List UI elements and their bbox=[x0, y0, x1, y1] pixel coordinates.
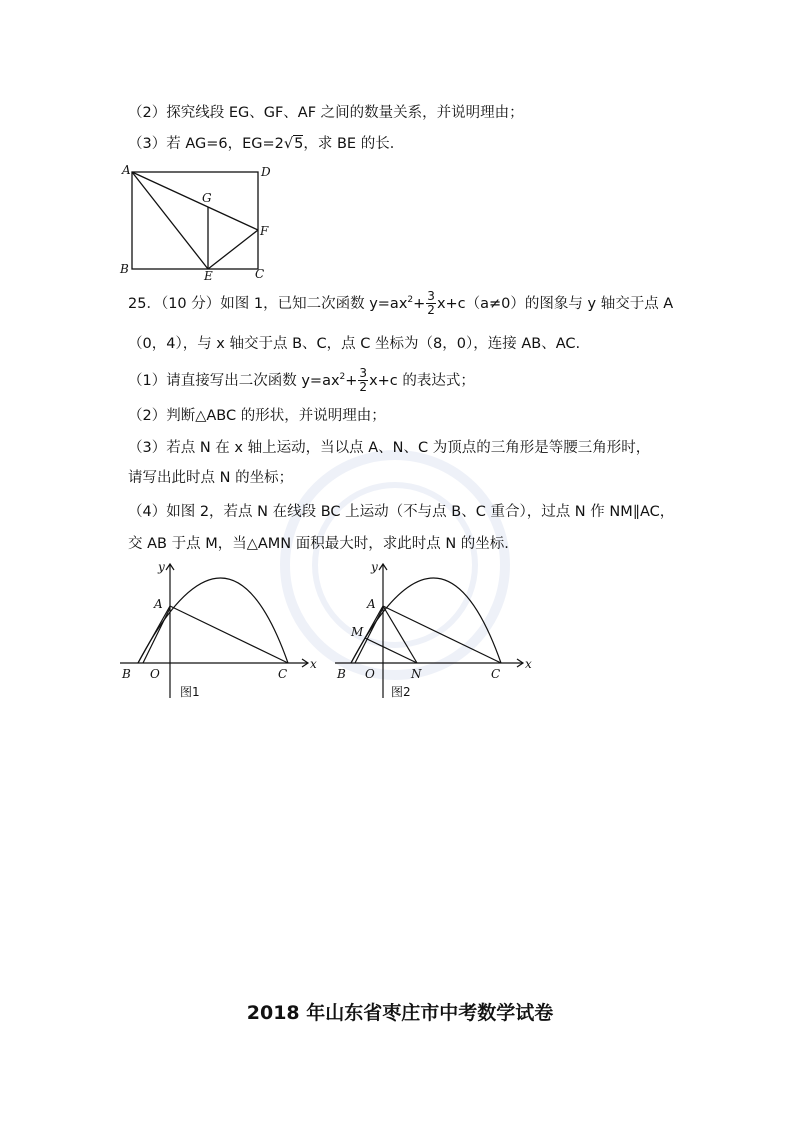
label-c: C bbox=[491, 667, 501, 681]
label-n: N bbox=[411, 667, 422, 681]
segment-ef bbox=[208, 230, 258, 269]
exam-title: 2018 年山东省枣庄市中考数学试卷 bbox=[246, 1002, 554, 1024]
p25-intro-line-2: （0，4），与 x 轴交于点 B、C，点 C 坐标为（8，0），连接 AB、AC. bbox=[128, 336, 581, 352]
label-y: y bbox=[158, 560, 165, 574]
parabola bbox=[351, 578, 501, 663]
parabola bbox=[138, 578, 288, 663]
rect-abcd bbox=[132, 172, 258, 269]
label-e: E bbox=[204, 269, 213, 280]
label-o: O bbox=[365, 667, 375, 681]
segment-ab-inner bbox=[143, 608, 170, 663]
label-m: M bbox=[351, 625, 364, 639]
label-c: C bbox=[278, 667, 288, 681]
p25-intro: 25．（10 分）如图 1，已知二次函数 $y=ax^2+$ $\frac{3}{2}$ x+c（a≠0）的图象与 y 轴交于点 A bbox=[128, 289, 674, 318]
segment-ae bbox=[132, 172, 208, 269]
segment-ac bbox=[383, 606, 501, 663]
label-x: x bbox=[525, 657, 532, 671]
label-a: A bbox=[367, 597, 376, 611]
label-b: B bbox=[122, 667, 131, 681]
label-x: x bbox=[310, 657, 317, 671]
label-g: G bbox=[202, 191, 212, 205]
label-b: B bbox=[337, 667, 346, 681]
segment-ab bbox=[138, 606, 170, 663]
p25-question-3-line-1: （3）若点 N 在 x 轴上运动，当以点 A、N、C 为顶点的三角形是等腰三角形时， bbox=[128, 440, 651, 456]
p24-rectangle-figure bbox=[118, 160, 278, 280]
p25-figure-1 bbox=[118, 558, 323, 703]
p24-question-2: （2）探究线段 EG、GF、AF 之间的数量关系，并说明理由； bbox=[128, 105, 524, 121]
p25-question-1: （1）请直接写出二次函数 $y=ax^2+$ $\frac{3}{2}$ x+c 的表达式； bbox=[128, 366, 475, 395]
p25-figure-2 bbox=[333, 558, 538, 703]
label-a: A bbox=[154, 597, 163, 611]
p25-question-4-line-2: 交 AB 于点 M，当△AMN 面积最大时，求此时点 N 的坐标. bbox=[128, 536, 509, 552]
label-y: y bbox=[371, 560, 378, 574]
segment-af bbox=[132, 172, 258, 230]
p24-question-3: （3）若 AG=6，EG=2√5，求 BE 的长． bbox=[128, 136, 405, 152]
segment-ac bbox=[170, 606, 288, 663]
figure-1-caption: 图1 bbox=[180, 685, 200, 699]
label-f: F bbox=[260, 224, 269, 238]
label-d: D bbox=[261, 165, 271, 179]
label-a: A bbox=[122, 163, 131, 177]
p25-question-2: （2）判断△ABC 的形状，并说明理由； bbox=[128, 408, 386, 424]
label-o: O bbox=[150, 667, 160, 681]
figure-2-caption: 图2 bbox=[391, 685, 411, 699]
label-c: C bbox=[255, 267, 265, 280]
p25-question-3-line-2: 请写出此时点 N 的坐标； bbox=[128, 470, 294, 486]
label-b: B bbox=[120, 262, 129, 276]
p25-question-4-line-1: （4）如图 2，若点 N 在线段 BC 上运动（不与点 B、C 重合），过点 N 作 NM∥AC， bbox=[128, 504, 675, 520]
